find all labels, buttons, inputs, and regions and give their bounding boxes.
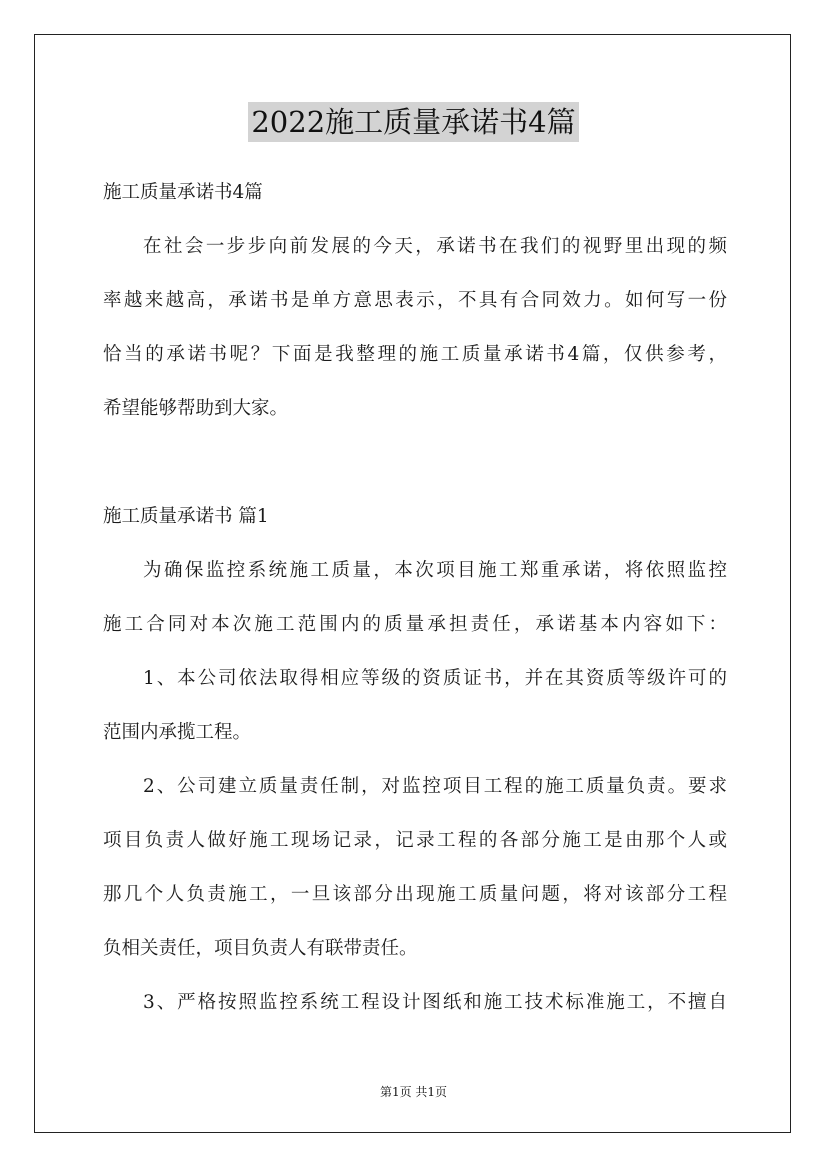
- section-paragraph-line: 施工合同对本次施工范围内的质量承担责任，承诺基本内容如下：: [103, 614, 727, 635]
- section-paragraph-line: 2、公司建立质量责任制，对监控项目工程的施工质量负责。要求: [143, 776, 727, 797]
- title-container: [0, 102, 827, 142]
- page-footer: 第1页 共1页: [379, 1085, 448, 1099]
- section-paragraph-line: 负相关责任，项目负责人有联带责任。: [103, 938, 418, 959]
- section-heading: 施工质量承诺书 篇1: [103, 506, 269, 527]
- section-paragraph-line: 1、本公司依法取得相应等级的资质证书，并在其资质等级许可的: [143, 668, 727, 689]
- paragraph-gap: [103, 447, 727, 501]
- section-paragraph-line: 那几个人负责施工，一旦该部分出现施工质量问题，将对该部分工程: [103, 884, 727, 905]
- document-subtitle: 施工质量承诺书4篇: [103, 182, 263, 203]
- document-title: 2022施工质量承诺书4篇: [248, 102, 578, 142]
- section-paragraph-line: 项目负责人做好施工现场记录，记录工程的各部分施工是由那个人或: [103, 830, 727, 851]
- intro-paragraph-line: 恰当的承诺书呢？下面是我整理的施工质量承诺书4篇，仅供参考，: [103, 344, 727, 365]
- section-paragraph-line: 为确保监控系统施工质量，本次项目施工郑重承诺，将依照监控: [143, 560, 727, 581]
- document-body: [103, 177, 727, 1041]
- intro-paragraph-line: 率越来越高，承诺书是单方意思表示，不具有合同效力。如何写一份: [103, 290, 727, 311]
- section-paragraph-line: 3、严格按照监控系统工程设计图纸和施工技术标准施工，不擅自: [143, 992, 727, 1013]
- intro-paragraph-line: 在社会一步步向前发展的今天，承诺书在我们的视野里出现的频: [143, 236, 727, 257]
- section-paragraph-line: 范围内承揽工程。: [103, 722, 252, 743]
- intro-paragraph-line: 希望能够帮助到大家。: [103, 398, 289, 419]
